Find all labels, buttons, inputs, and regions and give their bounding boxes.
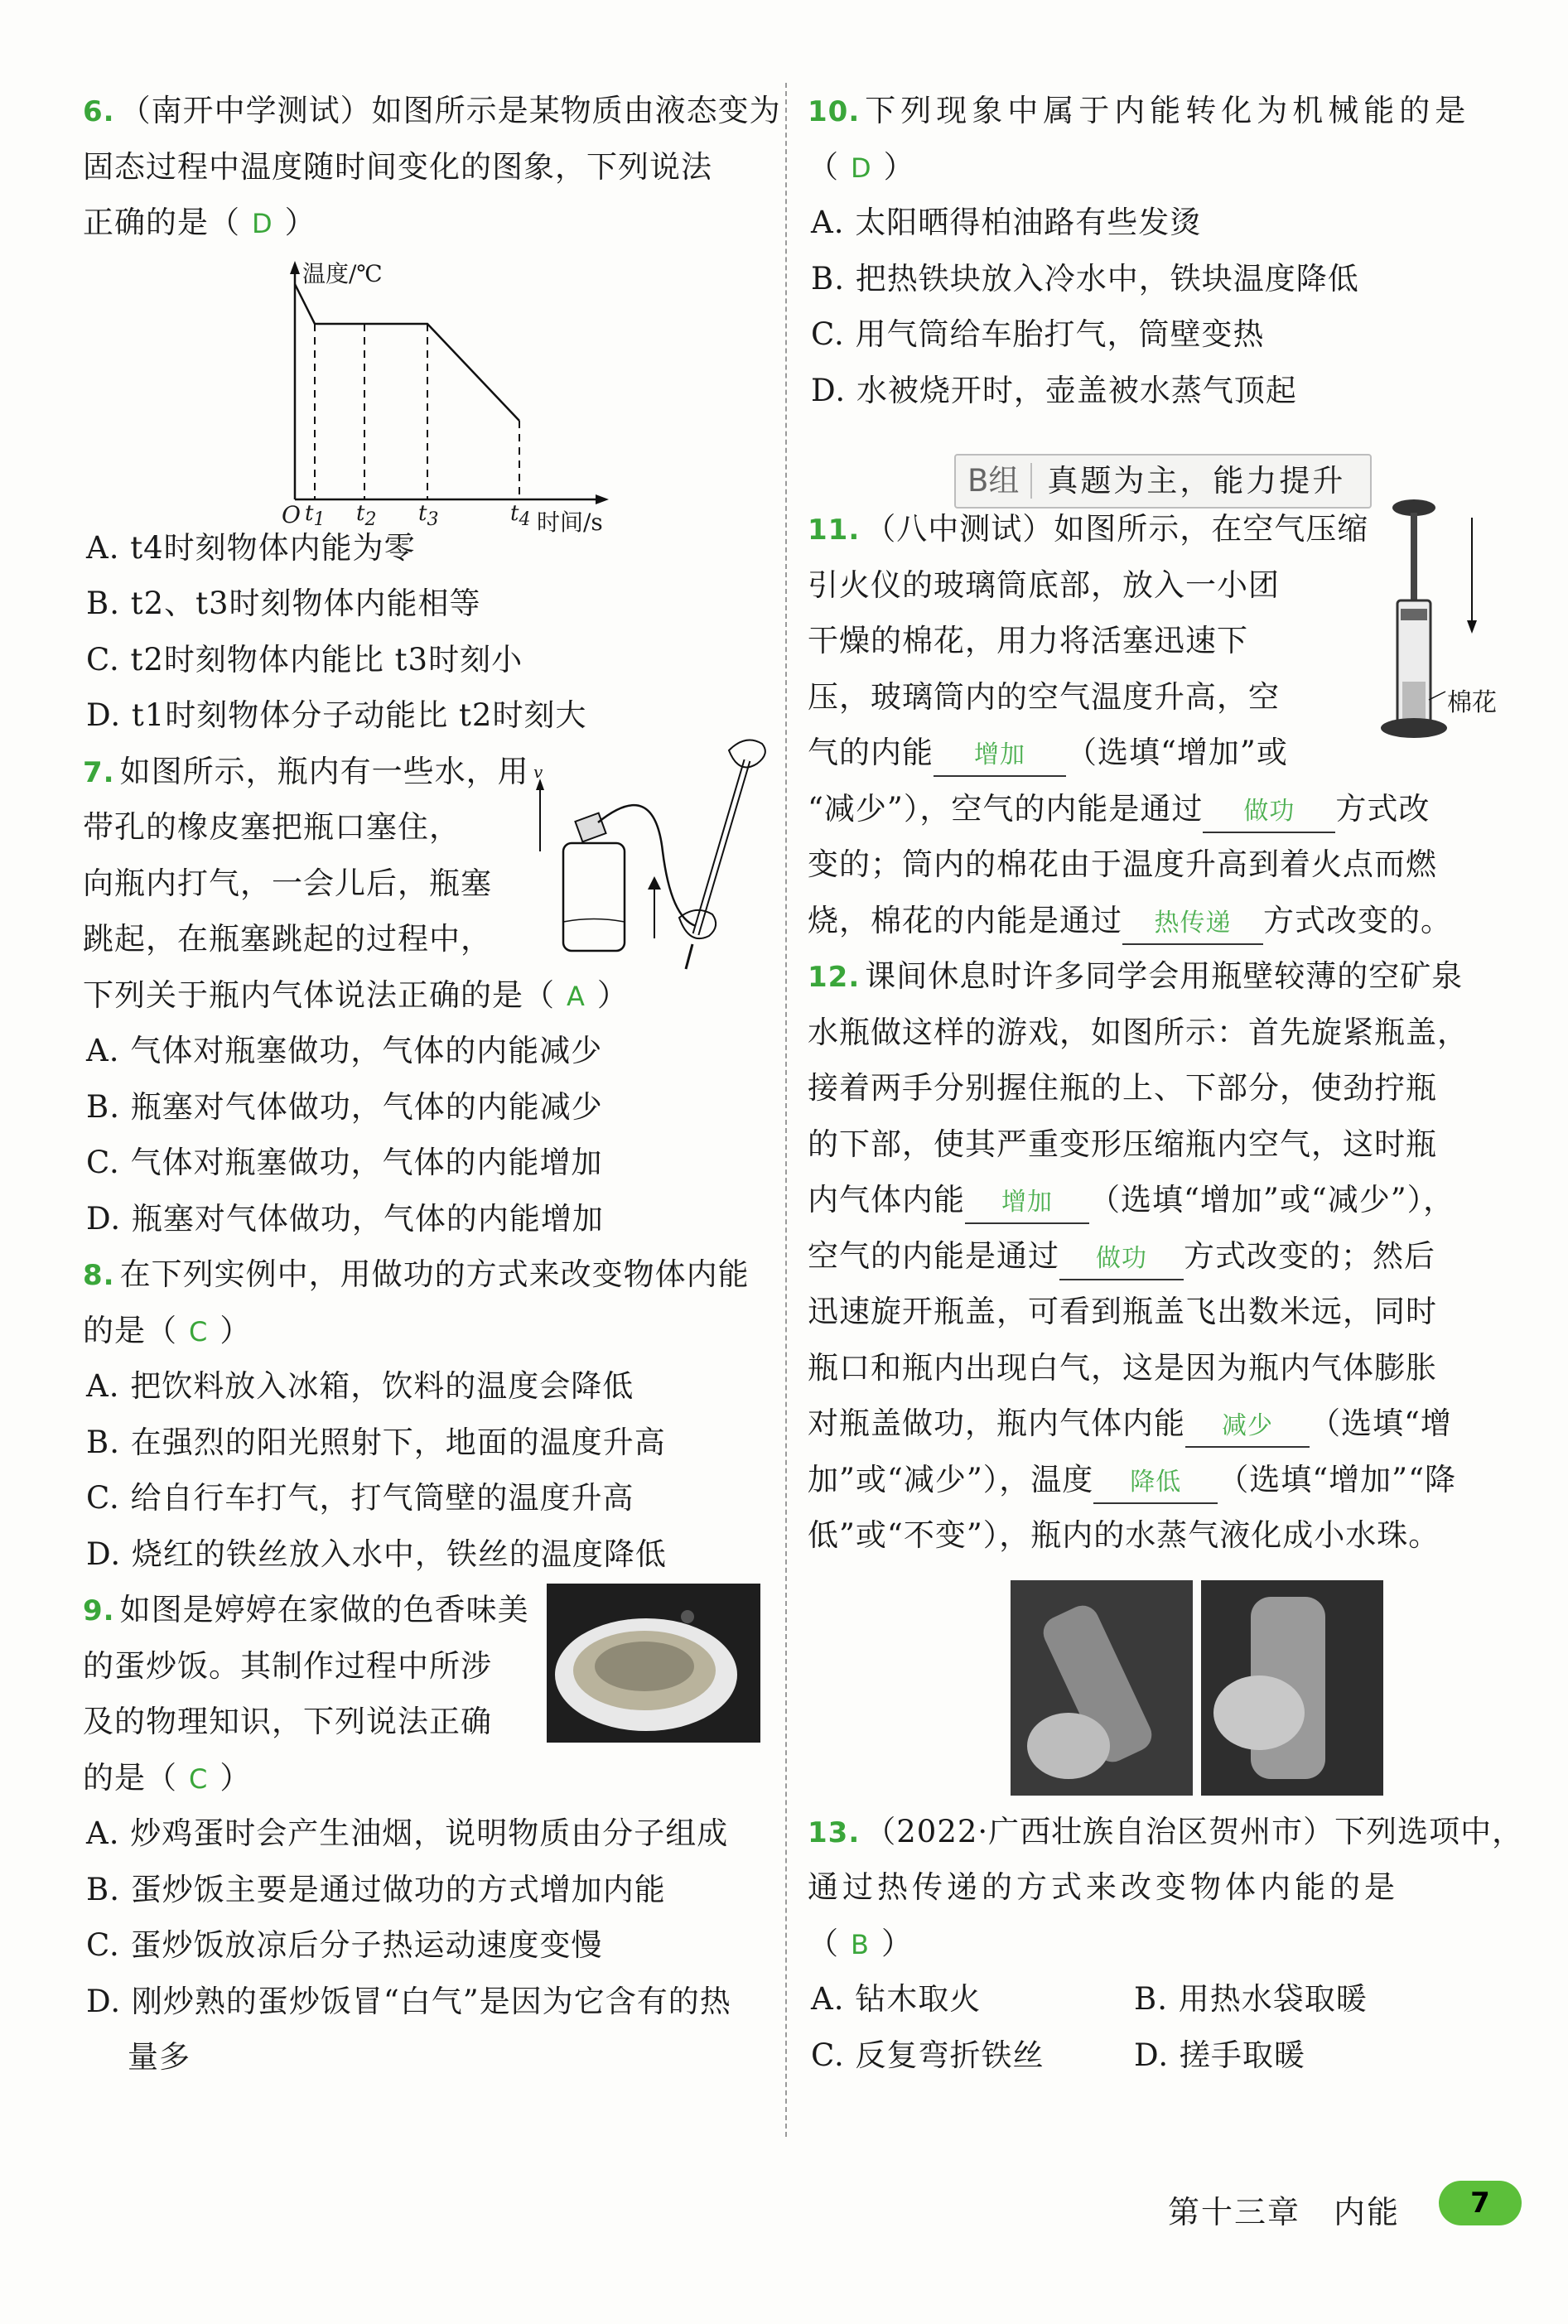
q7-line-5 xyxy=(83,967,762,1024)
q12-text-6a: 空气的内能是通过 xyxy=(808,1237,1059,1274)
q6-option-b: B. t2、t3时刻物体内能相等 xyxy=(86,586,481,621)
left-column xyxy=(83,83,781,2085)
q13-paren-close: ） xyxy=(880,1925,913,1961)
q13-option-b: B. 用热水袋取暖 xyxy=(1134,1981,1368,2017)
column-divider xyxy=(785,83,787,2137)
q11-block xyxy=(808,501,1520,948)
q10-text: 下列现象中属于内能转化为机械能的是 xyxy=(865,93,1471,128)
q7-text: 如图所示，瓶内有一些水，用 xyxy=(119,753,529,789)
q11-line-4: 压，玻璃筒内的空气温度升高，空 xyxy=(808,678,1280,715)
q9-option-c: C. 蛋炒饭放凉后分子热运动速度变慢 xyxy=(86,1927,603,1963)
q10-option-a: A. 太阳晒得柏油路有些发烫 xyxy=(811,205,1202,240)
q7-line-2: 带孔的橡皮塞把瓶口塞住， xyxy=(83,809,461,845)
q7-option-b: B. 瓶塞对气体做功，气体的内能减少 xyxy=(86,1088,603,1125)
q11-blank-3: 热传递 xyxy=(1122,904,1263,945)
q9-line-3: 及的物理知识，下列说法正确 xyxy=(83,1704,492,1739)
q6-option-d: D. t1时刻物体分子动能比 t2时刻大 xyxy=(86,697,587,733)
q11-text-8a: 烧，棉花的内能是通过 xyxy=(808,902,1122,938)
q7-paren-close: ） xyxy=(596,976,629,1013)
q6-paren-close: ） xyxy=(284,205,316,240)
q11-line-6 xyxy=(808,781,1520,837)
q8-number: 8. xyxy=(83,1259,115,1292)
graph-t3: $t_3$ xyxy=(418,500,439,530)
q6-graph xyxy=(83,251,762,536)
q12-text-6b: 方式改变的；然后 xyxy=(1184,1237,1435,1274)
graph-x-label: 时间/s xyxy=(537,508,603,536)
velocity-label: v xyxy=(533,761,543,782)
q13-text: （2022·广西壮族自治区贺州市）下列选项中， xyxy=(865,1813,1524,1849)
q12-line-5 xyxy=(808,1172,1520,1228)
chapter-footer: 第十三章 内能 xyxy=(1168,2194,1401,2230)
q10-number: 10. xyxy=(808,95,861,128)
graph-t1: $t_1$ xyxy=(305,500,326,530)
q11-text-5a: 气的内能 xyxy=(808,735,934,770)
q9-text-end: 的是（ xyxy=(83,1759,177,1796)
q11-text-6a: “减少”），空气的内能是通过 xyxy=(808,790,1204,827)
q11-line-7: 变的；筒内的棉花由于温度升高到着火点而燃 xyxy=(808,846,1437,882)
q9-text: 如图是婷婷在家做的色香味美 xyxy=(119,1592,529,1627)
q12-text-9a: 对瓶盖做功，瓶内气体内能 xyxy=(808,1405,1185,1441)
q7-answer: A xyxy=(567,980,586,1012)
q8-text-end: 的是（ xyxy=(83,1312,177,1348)
q9-block xyxy=(83,1582,762,1806)
q12-line-11: 低”或“不变”），瓶内的水蒸气液化成小水珠。 xyxy=(808,1517,1440,1553)
q11-text-6b: 方式改 xyxy=(1335,790,1430,827)
q12-blank-1: 增加 xyxy=(965,1183,1089,1224)
q12-line-6 xyxy=(808,1228,1520,1285)
q7-option-d: D. 瓶塞对气体做功，气体的内能增加 xyxy=(86,1200,604,1237)
q12-line-7: 迅速旋开瓶盖，可看到瓶盖飞出数米远，同时 xyxy=(808,1294,1437,1329)
q13-number: 13. xyxy=(808,1815,861,1849)
q13-answer: B xyxy=(851,1928,870,1960)
q8-option-b: B. 在强烈的阳光照射下，地面的温度升高 xyxy=(86,1424,666,1460)
graph-t2: $t_2$ xyxy=(356,500,377,530)
q12-number: 12. xyxy=(808,961,861,994)
graph-t4: $t_4$ xyxy=(510,500,531,530)
graph-y-label: 温度/℃ xyxy=(302,259,383,287)
q8-line-2 xyxy=(83,1303,762,1359)
b-group-tag: B组 xyxy=(956,463,1032,499)
q13-option-c: C. 反复弯折铁丝 xyxy=(811,2037,1045,2073)
q6-option-a: A. t4时刻物体内能为零 xyxy=(86,529,416,566)
q9-paren-close: ） xyxy=(220,1759,252,1796)
b-group-banner xyxy=(954,454,1372,509)
q9-option-b: B. 蛋炒饭主要是通过做功的方式增加内能 xyxy=(86,1871,666,1907)
q12-blank-3: 减少 xyxy=(1185,1406,1310,1448)
q6-answer: D xyxy=(252,208,273,239)
fried-rice-photo xyxy=(547,1584,760,1743)
q12-line-1 xyxy=(808,948,1520,1005)
q6-option-c: C. t2时刻物体内能比 t3时刻小 xyxy=(86,641,523,677)
q8-option-a: A. 把饮料放入冰箱，饮料的温度会降低 xyxy=(86,1368,634,1404)
q11-text-5b: （选填“增加”或 xyxy=(1066,735,1288,770)
q11-text: （八中测试）如图所示，在空气压缩 xyxy=(865,511,1369,547)
q11-text-8b: 方式改变的。 xyxy=(1263,902,1452,938)
bottle-pump-figure xyxy=(530,727,770,976)
bottle-twist-photo-2 xyxy=(1201,1580,1383,1796)
graph-origin: O xyxy=(282,500,301,528)
cotton-label: 棉花 xyxy=(1447,688,1497,717)
q9-option-a: A. 炒鸡蛋时会产生油烟，说明物质由分子组成 xyxy=(86,1815,729,1851)
q8-option-c: C. 给自行车打气，打气筒壁的温度升高 xyxy=(86,1480,634,1516)
q9-option-d: D. 刚炒熟的蛋炒饭冒“白气”是因为它含有的热 xyxy=(86,1983,731,2019)
q9-option-d-cont: 量多 xyxy=(128,2039,191,2075)
q7-line-3: 向瓶内打气，一会儿后，瓶塞 xyxy=(83,865,492,901)
q12-blank-4: 降低 xyxy=(1093,1463,1218,1504)
q11-line-2: 引火仪的玻璃筒底部，放入一小团 xyxy=(808,567,1280,603)
q12-line-2: 水瓶做这样的游戏，如图所示：首先旋紧瓶盖， xyxy=(808,1014,1469,1050)
q8-answer: C xyxy=(189,1315,209,1348)
q10-option-c: C. 用气筒给车胎打气，筒壁变热 xyxy=(811,316,1265,352)
q11-line-8 xyxy=(808,893,1520,949)
q12-text-9b: （选填“增 xyxy=(1310,1405,1452,1441)
q13-options-row-1 xyxy=(808,1971,1520,2027)
q13-line-3 xyxy=(808,1916,1520,1972)
page-number: 7 xyxy=(1439,2181,1522,2225)
bottle-image-2 xyxy=(1201,1580,1383,1796)
q6-number: 6. xyxy=(83,95,115,128)
right-column xyxy=(808,83,1524,2083)
q13-line-2: 通过热传递的方式来改变物体内能的是 xyxy=(808,1869,1399,1905)
q12-text-10a: 加”或“减少”），温度 xyxy=(808,1461,1094,1497)
q7-text-end: 下列关于瓶内气体说法正确的是（ xyxy=(83,976,555,1013)
q9-answer: C xyxy=(189,1762,209,1795)
q11-blank-2: 做功 xyxy=(1203,792,1335,833)
q10-option-b: B. 把热铁块放入冷水中，铁块温度降低 xyxy=(811,260,1359,297)
q12-text-5b: （选填“增加”或“减少”）， xyxy=(1089,1182,1455,1217)
q10-line-1 xyxy=(808,83,1520,139)
q8-option-d: D. 烧红的铁丝放入水中，铁丝的温度降低 xyxy=(86,1536,667,1572)
q12-line-10 xyxy=(808,1452,1520,1508)
q12-text: 课间休息时许多同学会用瓶壁较薄的空矿泉 xyxy=(865,958,1464,994)
q12-blank-2: 做功 xyxy=(1059,1239,1184,1280)
q9-line-4 xyxy=(83,1750,762,1806)
q13-options-row-2 xyxy=(808,2027,1520,2084)
q6-line-3 xyxy=(83,195,762,251)
q13-line-1 xyxy=(808,1804,1524,1860)
q10-option-d: D. 水被烧开时，壶盖被水蒸气顶起 xyxy=(811,372,1297,408)
q7-number: 7. xyxy=(83,755,115,789)
bottle-twist-photo-1 xyxy=(1011,1580,1193,1796)
q6-text-end: 正确的是（ xyxy=(83,205,240,240)
fried-rice-image xyxy=(547,1584,760,1743)
q12-line-8: 瓶口和瓶内出现白气，这是因为瓶内气体膨胀 xyxy=(808,1349,1437,1386)
q7-line-4: 跳起，在瓶塞跳起的过程中， xyxy=(83,921,492,957)
q12-line-9 xyxy=(808,1396,1520,1452)
q7-option-c: C. 气体对瓶塞做功，气体的内能增加 xyxy=(86,1145,603,1180)
q12-line-3: 接着两手分别握住瓶的上、下部分，使劲拧瓶 xyxy=(808,1070,1437,1106)
q12-text-10b: （选填“增加”“降 xyxy=(1218,1461,1456,1497)
q12-photos xyxy=(808,1564,1520,1804)
b-group-title: 真题为主，能力提升 xyxy=(1047,463,1346,499)
q6-line-2: 固态过程中温度随时间变化的图象，下列说法 xyxy=(83,148,712,185)
q12-text-5a: 内气体内能 xyxy=(808,1182,965,1217)
q8-paren-close: ） xyxy=(220,1312,252,1348)
q11-number: 11. xyxy=(808,513,861,547)
q11-line-3: 干燥的棉花，用力将活塞迅速下 xyxy=(808,623,1248,658)
q8-line-1 xyxy=(83,1246,762,1303)
q7-option-a: A. 气体对瓶塞做功，气体的内能减少 xyxy=(86,1033,603,1068)
q6-line-1 xyxy=(83,83,781,139)
q10-paren-close: ） xyxy=(883,148,915,185)
q11-blank-1: 增加 xyxy=(934,735,1066,777)
q10-paren-open: （ xyxy=(808,148,839,185)
q13-option-d: D. 搓手取暖 xyxy=(1134,2037,1305,2073)
q10-answer: D xyxy=(851,152,872,184)
q9-line-2: 的蛋炒饭。其制作过程中所涉 xyxy=(83,1647,492,1684)
temperature-time-graph xyxy=(273,251,621,520)
q7-block xyxy=(83,744,762,1024)
q13-option-a: A. 钻木取火 xyxy=(811,1981,982,2017)
q6-text: （南开中学测试）如图所示是某物质由液态变为 xyxy=(119,93,781,128)
q10-line-2 xyxy=(808,139,1520,195)
bottle-image-1 xyxy=(1011,1580,1193,1796)
q12-line-4: 的下部，使其严重变形压缩瓶内空气，这时瓶 xyxy=(808,1126,1437,1162)
q8-text: 在下列实例中，用做功的方式来改变物体内能 xyxy=(119,1256,750,1292)
q9-number: 9. xyxy=(83,1594,115,1627)
q13-paren-open: （ xyxy=(808,1925,839,1961)
